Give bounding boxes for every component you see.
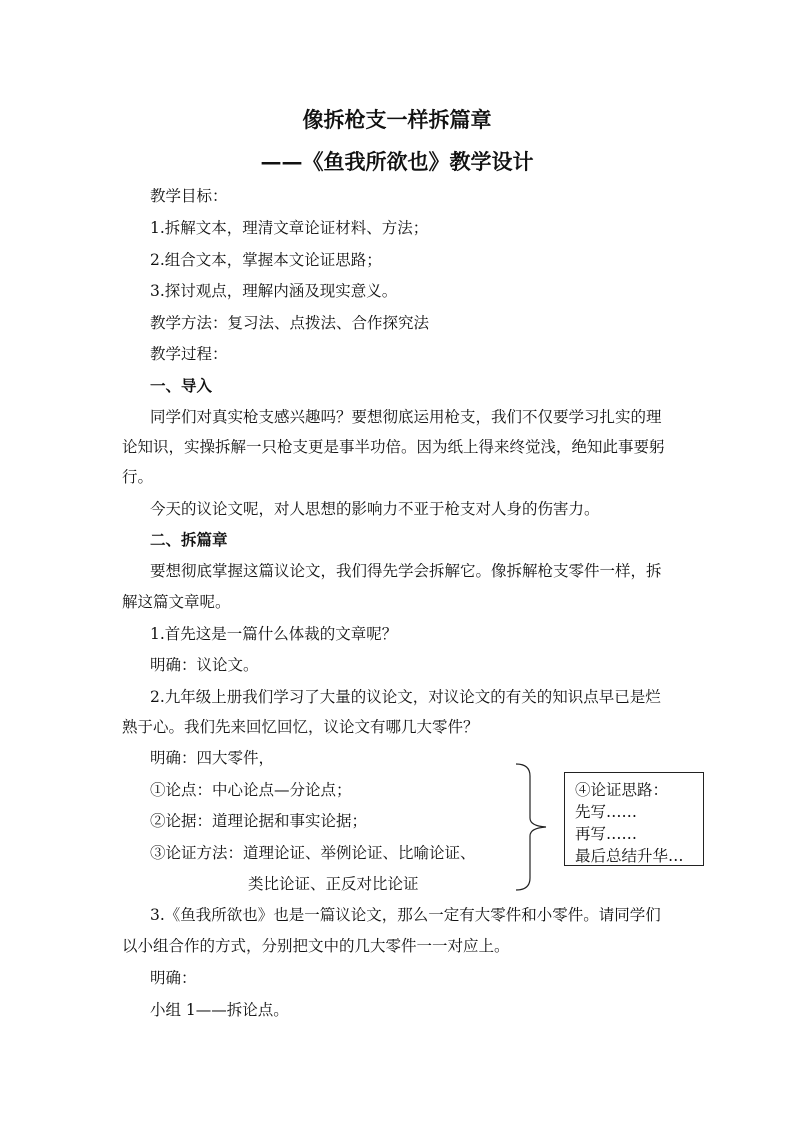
teaching-methods: 教学方法：复习法、点拨法、合作探究法 [150,314,430,332]
goal-item: 3.探讨观点，理解内涵及现实意义。 [150,282,398,300]
component-item: ①论点：中心论点—分论点； [150,781,352,799]
paragraph-line: 今天的议论文呢，对人思想的影响力不亚于枪支对人身的伤害力。 [150,500,600,518]
teaching-process-heading: 教学过程： [150,345,228,363]
goal-item: 2.组合文本，掌握本文论证思路； [150,251,382,269]
document-title: 像拆枪支一样拆篇章 [302,107,492,132]
goal-heading: 教学目标： [150,187,228,205]
answer-line: 明确：议论文。 [150,656,259,674]
component-item: 类比论证、正反对比论证 [248,875,419,893]
question-line: 3.《鱼我所欲也》也是一篇议论文，那么一定有大零件和小零件。请同学们 [150,906,661,924]
component-item: ③论证方法：道理论证、举例论证、比喻论证、 [150,844,476,862]
box-line: 最后总结升华… [575,847,684,865]
right-brace [510,762,550,892]
goal-item: 1.拆解文本，理清文章论证材料、方法； [150,219,429,237]
paragraph-line: 论知识，实操拆解一只枪支更是事半功倍。因为纸上得来终觉浅，绝知此事要躬 [122,438,665,456]
paragraph-line: 解这篇文章呢。 [122,593,231,611]
answer-line: 明确：四大零件， [150,749,275,767]
section-heading-intro: 一、导入 [150,376,213,395]
group-task-line: 小组 1——拆论点。 [150,1001,289,1019]
answer-line: 明确： [150,969,197,987]
section-heading-dismantle: 二、拆篇章 [150,530,228,549]
paragraph-line: 要想彻底掌握这篇议论文，我们得先学会拆解它。像拆解枪支零件一样，拆 [150,562,662,580]
question-line: 1.首先这是一篇什么体裁的文章呢？ [150,625,398,643]
box-line: 再写…… [575,825,638,843]
argument-structure-box [564,772,704,866]
question-line: 熟于心。我们先来回忆回忆，议论文有哪几大零件？ [122,718,479,736]
box-heading: ④论证思路： [575,781,669,799]
component-item: ②论据：道理论据和事实论据； [150,812,368,830]
box-line: 先写…… [575,803,638,821]
question-line: 以小组合作的方式，分别把文中的几大零件一一对应上。 [122,937,510,955]
paragraph-line: 同学们对真实枪支感兴趣吗？要想彻底运用枪支，我们不仅要学习扎实的理 [150,408,662,426]
question-line: 2.九年级上册我们学习了大量的议论文，对议论文的有关的知识点早已是烂 [150,688,661,706]
paragraph-line: 行。 [122,468,154,486]
document-subtitle: ——《鱼我所欲也》教学设计 [260,149,534,174]
